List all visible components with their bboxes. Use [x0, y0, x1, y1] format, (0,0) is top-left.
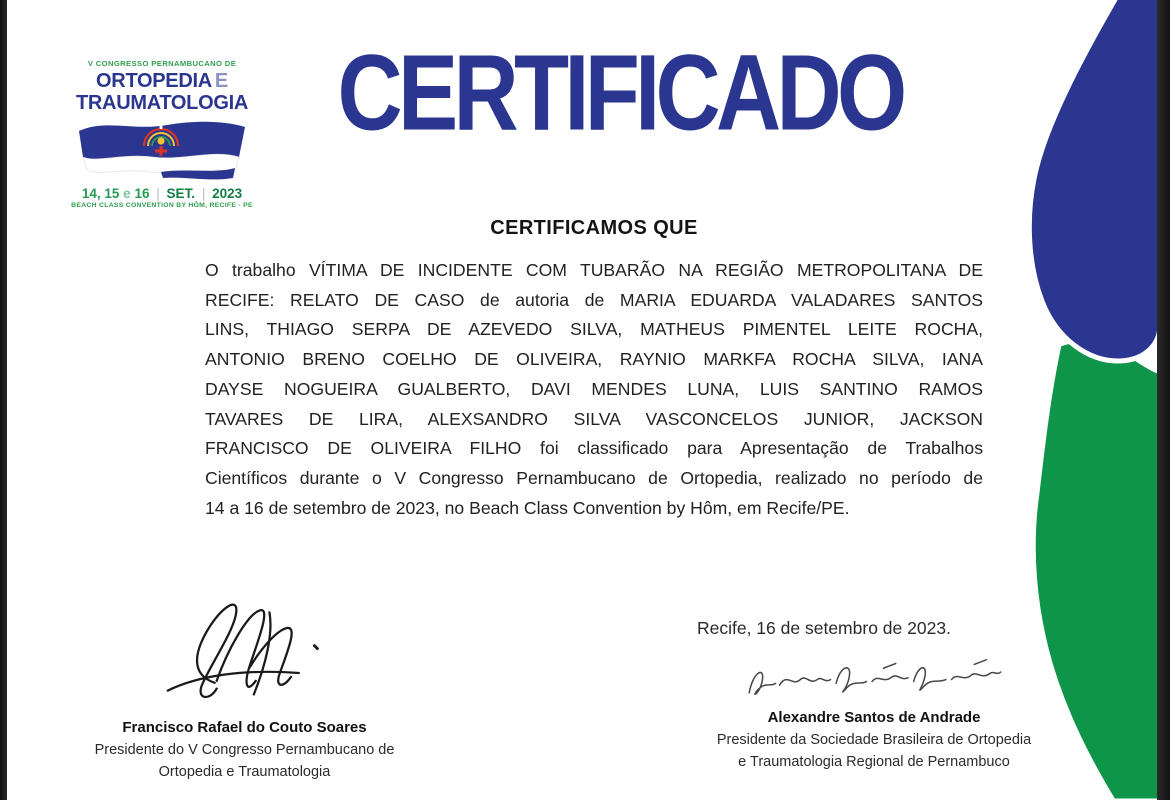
- body-line: DAYSE NOGUEIRA GUALBERTO, DAVI MENDES LUNA, LUIS SANTINO RAMOS: [205, 378, 983, 399]
- body-line: O trabalho VÍTIMA DE INCIDENTE COM TUBARÃO NA REGIÃO METROPOLITANA DE: [205, 260, 983, 280]
- congress-venue-line: BEACH CLASS CONVENTION BY HÔM, RECIFE - PE: [71, 202, 253, 210]
- signature-block-left: [92, 585, 397, 783]
- body-line: RECIFE: RELATO DE CASO de autoria de MARIA EDUARDA VALADARES SANTOS: [205, 289, 983, 310]
- certificate-title: CERTIFICADO: [337, 33, 903, 153]
- body-line: 14 a 16 de setembro de 2023, no Beach Class Convention by Hôm, em Recife/PE.: [205, 497, 850, 518]
- signer-name-left: Francisco Rafael do Couto Soares: [122, 719, 367, 736]
- certificate-body-text: [205, 256, 983, 523]
- body-line: ANTONIO BRENO COELHO DE OLIVEIRA, RAYNIO MARKFA ROCHA SILVA, IANA: [205, 349, 983, 370]
- body-line: FRANCISCO DE OLIVEIRA FILHO foi classificado para Apresentação de Trabalhos: [205, 438, 983, 459]
- congress-dates-line: 14, 15 e 16 | SET. | 2023: [81, 185, 243, 201]
- body-line: Científicos durante o V Congresso Pernambucano de Ortopedia, realizado no período de: [205, 467, 983, 488]
- congress-logo: [68, 60, 256, 210]
- pernambuco-flag-icon: [75, 117, 249, 181]
- body-line: TAVARES DE LIRA, ALEXSANDRO SILVA VASCONCELOS JUNIOR, JACKSON: [205, 408, 983, 429]
- green-leaf-shape: [1034, 341, 1160, 800]
- congress-logo-topline: V CONGRESSO PERNAMBUCANO DE: [87, 59, 237, 68]
- congress-logo-traumatologia-line: TRAUMATOLOGIA: [75, 91, 248, 114]
- screen-edge-right: [1157, 0, 1170, 800]
- signer-role-left-1: Presidente do V Congresso Pernambucano de: [94, 742, 395, 758]
- congress-logo-ortopedia-line: ORTOPEDIA E: [96, 69, 228, 92]
- handwritten-signature-francisco: [150, 585, 340, 717]
- certificamos-heading: CERTIFICAMOS QUE: [490, 217, 698, 239]
- screen-edge-left: [0, 0, 7, 800]
- signer-name-right: Alexandre Santos de Andrade: [767, 709, 981, 726]
- signer-role-left-2: Ortopedia e Traumatologia: [158, 764, 331, 780]
- handwritten-signature-alexandre: [734, 655, 1014, 707]
- signer-role-right-2: e Traumatologia Regional de Pernambuco: [738, 754, 1010, 770]
- blue-drop-shape: [1029, 0, 1162, 361]
- place-date-line: Recife, 16 de setembro de 2023.: [697, 618, 951, 638]
- signer-role-right-1: Presidente da Sociedade Brasileira de Ortopedia: [716, 732, 1032, 748]
- body-line: LINS, THIAGO SERPA DE AZEVEDO SILVA, MATHEUS PIMENTEL LEITE ROCHA,: [205, 319, 983, 340]
- signature-block-right: [698, 655, 1050, 773]
